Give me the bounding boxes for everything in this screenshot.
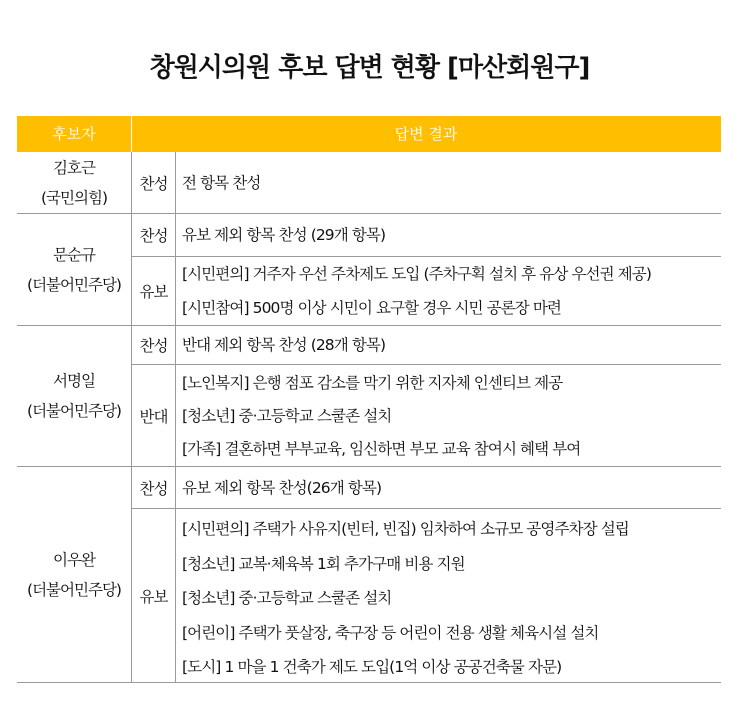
group-divider bbox=[132, 364, 721, 365]
stance-label: 반대 bbox=[139, 407, 168, 426]
answer-item: [시민참여] 500명 이상 시민이 요구할 경우 시민 공론장 마련 bbox=[182, 299, 562, 317]
candidate-cell bbox=[17, 326, 131, 466]
answer-item: [시민편의] 거주자 우선 주차제도 도입 (주차구획 설치 후 유상 우선권 제공) bbox=[182, 265, 651, 283]
stance-label: 찬성 bbox=[139, 174, 168, 193]
header-candidate: 후보자 bbox=[52, 125, 96, 143]
candidate-party: (국민의힘) bbox=[41, 188, 107, 207]
candidate-name: 김호근 bbox=[53, 158, 95, 177]
answer-item: [노인복지] 은행 점포 감소를 막기 위한 지자체 인센티브 제공 bbox=[182, 374, 563, 392]
candidate-cell bbox=[17, 152, 131, 213]
candidate-name: 서명일 bbox=[53, 372, 95, 390]
candidate-name: 문순규 bbox=[53, 245, 95, 264]
answer-item: [청소년] 중·고등학교 스쿨존 설치 bbox=[182, 589, 392, 607]
candidate-party: (더불어민주당) bbox=[27, 402, 121, 420]
stance-label: 찬성 bbox=[139, 337, 168, 355]
answer-item: 반대 제외 항목 찬성 (28개 항목) bbox=[182, 336, 386, 354]
table-header bbox=[17, 116, 721, 152]
stance-label: 찬성 bbox=[139, 479, 168, 498]
stance-label: 유보 bbox=[139, 587, 168, 606]
answer-item: 유보 제외 항목 찬성(26개 항목) bbox=[182, 479, 382, 497]
answer-item: [청소년] 교복·체육복 1회 추가구매 비용 지원 bbox=[182, 555, 465, 573]
answer-item: [청소년] 중·고등학교 스쿨존 설치 bbox=[182, 407, 392, 425]
page-title: 창원시의원 후보 답변 현황 [마산회원구] bbox=[149, 53, 590, 83]
stance-label: 찬성 bbox=[139, 227, 168, 245]
stance-label: 유보 bbox=[139, 283, 168, 301]
answer-item: [시민편의] 주택가 사유지(빈터, 빈집) 임차하여 소규모 공영주차장 설립 bbox=[182, 520, 629, 538]
answer-item: 유보 제외 항목 찬성 (29개 항목) bbox=[182, 226, 386, 244]
candidate-name: 이우완 bbox=[53, 550, 95, 569]
answer-item: [가족] 결혼하면 부부교육, 임신하면 부모 교육 참여시 혜택 부여 bbox=[182, 440, 581, 458]
candidate-party: (더불어민주당) bbox=[27, 580, 121, 599]
candidate-cell bbox=[17, 214, 131, 325]
group-divider bbox=[132, 508, 721, 509]
answer-item: 전 항목 찬성 bbox=[182, 174, 261, 192]
stance-column-divider bbox=[175, 152, 176, 683]
header-result: 답변 결과 bbox=[394, 125, 458, 143]
candidate-party: (더불어민주당) bbox=[27, 275, 121, 294]
answer-item: [도시] 1 마을 1 건축가 제도 도입(1억 이상 공공건축물 자문) bbox=[182, 658, 562, 676]
answer-item: [어린이] 주택가 풋살장, 축구장 등 어린이 전용 생활 체육시설 설치 bbox=[182, 624, 599, 642]
candidate-cell bbox=[17, 467, 131, 682]
